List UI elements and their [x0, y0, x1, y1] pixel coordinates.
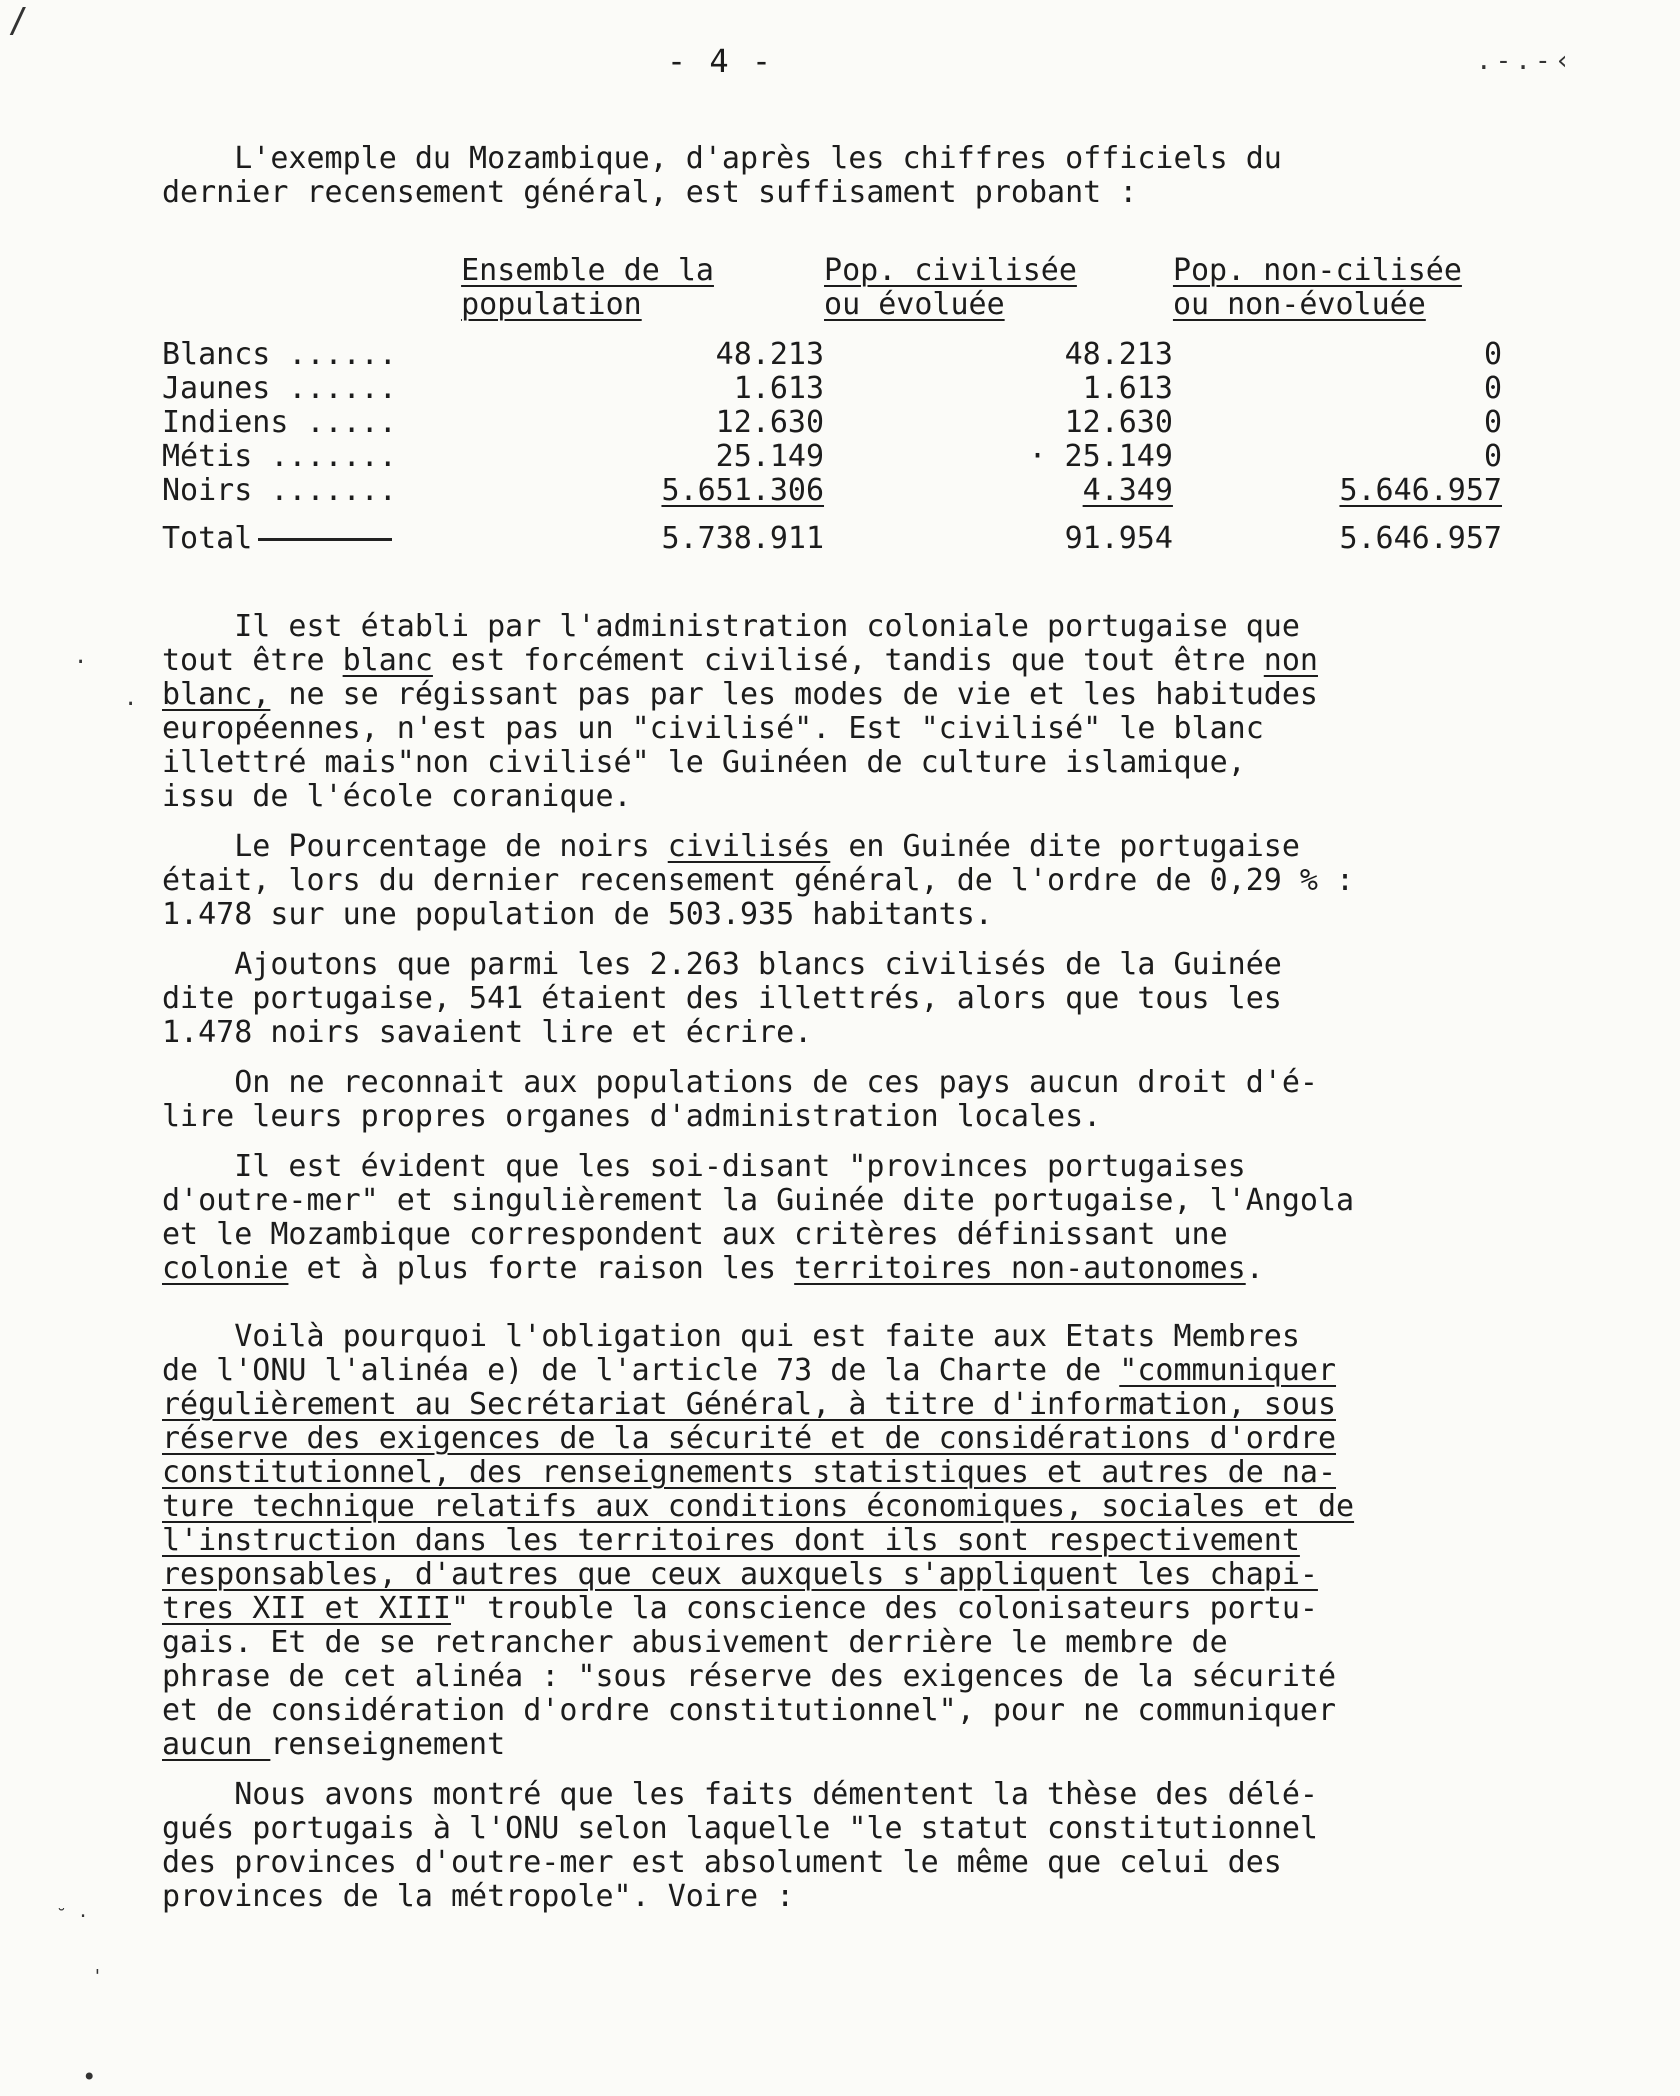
row-label: Métis ....... [162, 439, 397, 474]
dash-rule [258, 538, 392, 541]
corner-mark: / [8, 1, 29, 41]
header-non-civilized: Pop. non-cilisée ou non-évoluée [1172, 253, 1462, 322]
paragraph-colony: Il est évident que les soi-disant "provinces portugaises d'outre-mer" et singulièrement la Guinée dite portugaise, l'Angola et le Mozambique correspondent aux critères définissant une colonie et à plus forte raison les territoires non-autonomes. [162, 1149, 1355, 1286]
margin-speck: • [82, 2063, 97, 2091]
cell-total: 25.149 [715, 439, 825, 474]
intro-paragraph: L'exemple du Mozambique, d'après les chiffres officiels du dernier recensement général, est suffisament probant : [162, 141, 1282, 210]
paragraph-conclusion: Nous avons montré que les faits démentent la thèse des délé- gués portugais à l'ONU selon laquelle "le statut constitutionnel des provinces d'outre-mer est absolument le même que celui des provinces de la métropole". Voire : [162, 1777, 1318, 1914]
paragraph-charter-article-73: Voilà pourquoi l'obligation qui est faite aux Etats Membres de l'ONU l'alinéa e) de l'article 73 de la Charte de "communiquer régulièrement au Secrétariat Général, à titre d'information, sous réserve des exigences de la sécurité et de considérations d'ordre constitutionnel, des renseignements statistiques et autres de na- ture technique relatifs aux conditions économiques, sociales et de l'instruction dans les territoires dont ils sont respectivement responsables, d'autres que ceux auxquels s'appliquent les chapi- tres XII et XIII" trouble la conscience des colonisateurs portu- gais. Et de se retrancher abusivement derrière le membre de phrase de cet alinéa : "sous réserve des exigences de la sécurité et de considération d'ordre constitutionnel", pour ne communiquer aucun renseignement [162, 1319, 1355, 1762]
table-row [162, 372, 1502, 406]
cell-civilized: · 25.149 [1028, 439, 1173, 474]
cell-civilized: 1.613 [1082, 371, 1173, 406]
margin-speck: ' [92, 1966, 103, 1987]
paragraph-civilised-definition: Il est établi par l'administration coloniale portugaise que tout être blanc est forcément civilisé, tandis que tout être non blanc, ne se régissant pas par les modes de vie et les habitudes européennes, n'est pas un "civilisé". Est "civilisé" le blanc illettré mais"non civilisé" le Guinéen de culture islamique, issu de l'école coranique. [162, 609, 1318, 814]
table-row [162, 338, 1502, 372]
table-total-row [162, 508, 1502, 556]
cell-total: 5.651.306 [661, 473, 825, 508]
cell-total: 12.630 [715, 405, 825, 440]
cell-non-civilized: 0 [1483, 439, 1502, 474]
cell-non-civilized: 5.646.957 [1339, 521, 1502, 556]
page-number: - 4 - [666, 42, 774, 80]
table-row [162, 440, 1502, 474]
cell-total: 48.213 [715, 337, 825, 372]
header-total: Ensemble de la population [461, 253, 714, 322]
cell-non-civilized: 0 [1483, 405, 1502, 440]
row-label: Jaunes ...... [162, 371, 397, 406]
cell-non-civilized: 0 [1483, 337, 1502, 372]
cell-non-civilized: 0 [1483, 371, 1502, 406]
row-label: Indiens ..... [162, 405, 397, 440]
population-table [162, 254, 1502, 556]
margin-speck: · [124, 692, 138, 717]
corner-mark: .-.-‹ [1476, 46, 1575, 76]
cell-non-civilized: 5.646.957 [1339, 473, 1502, 508]
cell-total: 5.738.911 [661, 521, 825, 556]
total-label: Total [162, 508, 461, 556]
cell-civilized: 12.630 [1064, 405, 1173, 440]
margin-speck: · [74, 650, 88, 675]
paragraph-literacy: Ajoutons que parmi les 2.263 blancs civilisés de la Guinée dite portugaise, 541 étaient des illettrés, alors que tous les 1.478 noirs savaient lire et écrire. [162, 947, 1282, 1050]
row-label: Noirs ....... [162, 473, 397, 508]
paragraph-rights: On ne reconnait aux populations de ces pays aucun droit d'é- lire leurs propres organes d'administration locales. [162, 1065, 1318, 1134]
row-label: Blancs ...... [162, 337, 397, 372]
cell-civilized: 91.954 [1064, 521, 1173, 556]
cell-civilized: 48.213 [1064, 337, 1173, 372]
cell-total: 1.613 [733, 371, 825, 406]
paragraph-percentage: Le Pourcentage de noirs civilisés en Guinée dite portugaise était, lors du dernier recensement général, de l'ordre de 0,29 % : 1.478 sur une population de 503.935 habitants. [162, 829, 1355, 932]
table-header [162, 254, 1502, 322]
table-row [162, 406, 1502, 440]
margin-speck: ˘ · [56, 1906, 89, 1927]
document-body [162, 142, 1502, 1930]
cell-civilized: 4.349 [1082, 473, 1173, 508]
header-civilized: Pop. civilisée ou évoluée [824, 253, 1077, 322]
table-row [162, 474, 1502, 508]
